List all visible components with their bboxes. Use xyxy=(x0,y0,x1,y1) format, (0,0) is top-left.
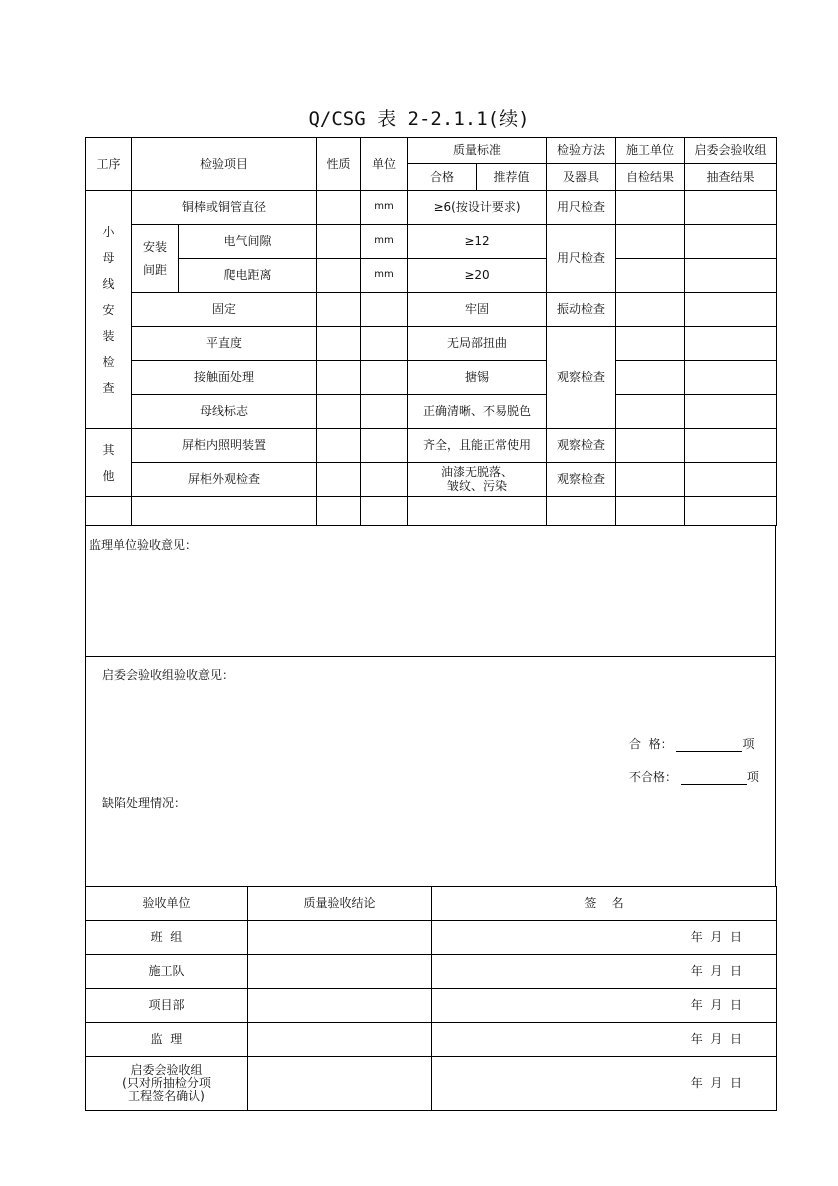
header-spot: 启委会验收组 xyxy=(685,138,777,164)
committee-opinion-box[interactable] xyxy=(85,657,776,887)
supervision-opinion-box[interactable] xyxy=(85,526,776,657)
inspection-table xyxy=(85,137,777,526)
sign-header-row xyxy=(86,887,777,921)
self-check-cell[interactable] xyxy=(616,259,685,293)
method-cell: 用尺检查 xyxy=(547,191,616,225)
self-check-cell[interactable] xyxy=(616,361,685,395)
sign-row xyxy=(86,955,777,989)
table-row xyxy=(86,225,777,259)
empty-cell[interactable] xyxy=(616,497,685,526)
nature-cell[interactable] xyxy=(317,293,361,327)
item-cell: 母线标志 xyxy=(132,395,317,429)
standard-cell: 搪锡 xyxy=(408,361,547,395)
item-cell: 爬电距离 xyxy=(179,259,317,293)
self-check-cell[interactable] xyxy=(616,395,685,429)
sign-col-unit: 验收单位 xyxy=(86,887,248,921)
table-row xyxy=(86,429,777,463)
spot-check-cell[interactable] xyxy=(685,191,777,225)
table-row xyxy=(86,327,777,361)
spot-check-cell[interactable] xyxy=(685,327,777,361)
header-process: 工序 xyxy=(86,138,132,191)
self-check-cell[interactable] xyxy=(616,429,685,463)
fail-count-field[interactable] xyxy=(681,772,747,785)
self-check-cell[interactable] xyxy=(616,293,685,327)
sign-unit: 项目部 xyxy=(86,989,248,1023)
nature-cell[interactable] xyxy=(317,225,361,259)
empty-cell[interactable] xyxy=(361,497,408,526)
empty-cell[interactable] xyxy=(86,497,132,526)
method-cell: 观察检查 xyxy=(547,429,616,463)
unit-cell[interactable] xyxy=(361,361,408,395)
header-standard: 质量标准 xyxy=(408,138,547,164)
standard-cell: ≥6(按设计要求) xyxy=(408,191,547,225)
standard-cell: 牢固 xyxy=(408,293,547,327)
signature-cell[interactable]: 年 月 日 xyxy=(432,989,777,1023)
fail-label: 不合格： xyxy=(629,770,678,784)
conclusion-cell[interactable] xyxy=(248,921,432,955)
conclusion-cell[interactable] xyxy=(248,1023,432,1057)
standard-cell: 正确清晰、不易脱色 xyxy=(408,395,547,429)
committee-opinion-label: 启委会验收组验收意见： xyxy=(102,668,235,682)
group-label: 安装 间距 xyxy=(132,225,179,293)
item-cell: 接触面处理 xyxy=(132,361,317,395)
conclusion-cell[interactable] xyxy=(248,955,432,989)
signature-cell[interactable]: 年 月 日 xyxy=(432,921,777,955)
supervision-opinion-label: 监理单位验收意见： xyxy=(89,538,198,552)
fail-count-row xyxy=(629,768,759,785)
item-cell: 平直度 xyxy=(132,327,317,361)
unit-cell: mm xyxy=(361,259,408,293)
nature-cell[interactable] xyxy=(317,429,361,463)
empty-cell[interactable] xyxy=(685,497,777,526)
empty-cell[interactable] xyxy=(317,497,361,526)
item-cell: 屏柜外观检查 xyxy=(132,463,317,497)
standard-cell: 无局部扭曲 xyxy=(408,327,547,361)
header-spot-2: 抽查结果 xyxy=(685,164,777,191)
self-check-cell[interactable] xyxy=(616,463,685,497)
empty-cell[interactable] xyxy=(547,497,616,526)
unit-cell[interactable] xyxy=(361,463,408,497)
conclusion-cell[interactable] xyxy=(248,989,432,1023)
sign-unit: 施工队 xyxy=(86,955,248,989)
sign-row xyxy=(86,1057,777,1111)
sign-unit-committee: 启委会验收组 (只对所抽检分项 工程签名确认) xyxy=(86,1057,248,1111)
header-qualified: 合格 xyxy=(408,164,477,191)
table-row xyxy=(86,259,777,293)
header-row xyxy=(86,138,777,164)
spot-check-cell[interactable] xyxy=(685,463,777,497)
header-item: 检验项目 xyxy=(132,138,317,191)
method-cell: 观察检查 xyxy=(547,327,616,429)
table-row xyxy=(86,361,777,395)
standard-cell: 齐全，且能正常使用 xyxy=(408,429,547,463)
standard-cell: ≥12 xyxy=(408,225,547,259)
pass-unit: 项 xyxy=(742,737,755,751)
pass-label: 合 格： xyxy=(629,737,673,751)
sign-col-conclusion: 质量验收结论 xyxy=(248,887,432,921)
section-busbar: 小 母 线 安 装 检 查 xyxy=(86,191,132,429)
method-cell: 观察检查 xyxy=(547,463,616,497)
conclusion-cell[interactable] xyxy=(248,1057,432,1111)
sign-unit: 班 组 xyxy=(86,921,248,955)
fail-unit: 项 xyxy=(746,770,759,784)
empty-cell[interactable] xyxy=(408,497,547,526)
unit-cell[interactable] xyxy=(361,327,408,361)
header-unit: 单位 xyxy=(361,138,408,191)
header-method-2: 及器具 xyxy=(547,164,616,191)
unit-cell[interactable] xyxy=(361,293,408,327)
nature-cell[interactable] xyxy=(317,463,361,497)
empty-cell[interactable] xyxy=(132,497,317,526)
table-row xyxy=(86,395,777,429)
unit-cell[interactable] xyxy=(361,395,408,429)
unit-cell: mm xyxy=(361,191,408,225)
header-recommended: 推荐值 xyxy=(477,164,547,191)
sign-row xyxy=(86,989,777,1023)
pass-count-row xyxy=(629,735,754,752)
sign-row xyxy=(86,921,777,955)
item-cell: 铜棒或铜管直径 xyxy=(132,191,317,225)
header-nature: 性质 xyxy=(317,138,361,191)
spot-check-cell[interactable] xyxy=(685,225,777,259)
nature-cell[interactable] xyxy=(317,191,361,225)
header-self: 施工单位 xyxy=(616,138,685,164)
header-self-2: 自检结果 xyxy=(616,164,685,191)
signature-table xyxy=(85,886,777,1111)
table-row-empty xyxy=(86,497,777,526)
self-check-cell[interactable] xyxy=(616,191,685,225)
section-other: 其 他 xyxy=(86,429,132,497)
pass-count-field[interactable] xyxy=(676,739,742,752)
page-title: Q/CSG 表 2-2.1.1(续) xyxy=(308,108,530,130)
sign-unit: 监 理 xyxy=(86,1023,248,1057)
standard-cell: ≥20 xyxy=(408,259,547,293)
item-cell: 屏柜内照明装置 xyxy=(132,429,317,463)
item-cell: 电气间隙 xyxy=(179,225,317,259)
spot-check-cell[interactable] xyxy=(685,293,777,327)
unit-cell[interactable] xyxy=(361,429,408,463)
spot-check-cell[interactable] xyxy=(685,395,777,429)
nature-cell[interactable] xyxy=(317,327,361,361)
sign-col-signature: 签 名 xyxy=(432,887,777,921)
table-row xyxy=(86,463,777,497)
spot-check-cell[interactable] xyxy=(685,429,777,463)
method-cell: 用尺检查 xyxy=(547,225,616,293)
unit-cell: mm xyxy=(361,225,408,259)
sign-row xyxy=(86,1023,777,1057)
spot-check-cell[interactable] xyxy=(685,259,777,293)
self-check-cell[interactable] xyxy=(616,225,685,259)
spot-check-cell[interactable] xyxy=(685,361,777,395)
nature-cell[interactable] xyxy=(317,361,361,395)
table-row xyxy=(86,293,777,327)
item-cell: 固定 xyxy=(132,293,317,327)
signature-cell[interactable]: 年 月 日 xyxy=(432,1023,777,1057)
standard-cell: 油漆无脱落、 皱纹、污染 xyxy=(408,463,547,497)
header-method: 检验方法 xyxy=(547,138,616,164)
method-cell: 振动检查 xyxy=(547,293,616,327)
table-row xyxy=(86,191,777,225)
nature-cell[interactable] xyxy=(317,259,361,293)
signature-cell[interactable]: 年 月 日 xyxy=(432,955,777,989)
signature-cell[interactable]: 年 月 日 xyxy=(432,1057,777,1111)
self-check-cell[interactable] xyxy=(616,327,685,361)
nature-cell[interactable] xyxy=(317,395,361,429)
defect-handling-label: 缺陷处理情况： xyxy=(102,796,187,810)
